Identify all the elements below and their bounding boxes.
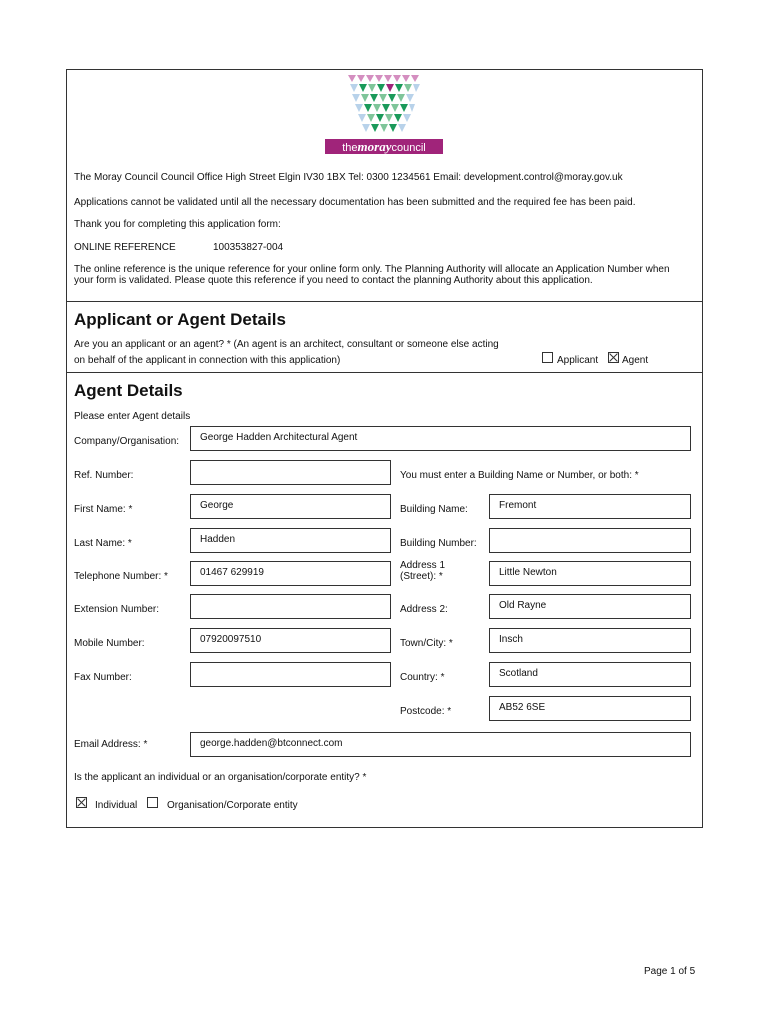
company-field[interactable]	[190, 426, 691, 451]
organisation-option-label: Organisation/Corporate entity	[167, 800, 298, 811]
logo-triangles	[348, 75, 420, 132]
online-reference-value: 100353827-004	[213, 242, 284, 253]
country-label: Country: *	[400, 672, 445, 683]
country-field[interactable]	[489, 662, 691, 687]
agent-option-label: Agent	[622, 355, 649, 366]
fax-label: Fax Number:	[74, 672, 132, 683]
agent-intro: Please enter Agent details	[74, 411, 191, 422]
moray-council-logo	[348, 75, 420, 137]
company-value: George Hadden Architectural Agent	[200, 432, 358, 443]
telephone-label: Telephone Number: *	[74, 571, 168, 582]
entity-question: Is the applicant an individual or an organisation/corporate entity? *	[74, 772, 367, 783]
reference-note-line2: your form is validated. Please quote this reference if you need to contact the planning Authority about this application.	[74, 275, 593, 286]
thanks-text: Thank you for completing this application form:	[74, 219, 281, 230]
last-name-field[interactable]	[190, 528, 391, 553]
individual-option-label: Individual	[95, 800, 138, 811]
address1-label-line1: Address 1	[400, 560, 446, 571]
section-divider	[66, 301, 703, 302]
ref-number-label: Ref. Number:	[74, 470, 134, 481]
building-name-label: Building Name:	[400, 504, 468, 515]
applicant-question-line1: Are you an applicant or an agent? * (An agent is an architect, consultant or someone else acting	[74, 339, 499, 350]
reference-note-line1: The online reference is the unique reference for your online form only. The Planning Authority will allocate an Application Number when	[74, 264, 670, 275]
individual-checkbox[interactable]	[76, 797, 87, 808]
logo-word-moray: moray	[357, 139, 392, 154]
address1-label-line2: (Street): *	[400, 571, 443, 582]
online-reference-label: ONLINE REFERENCE	[74, 242, 176, 253]
town-value: Insch	[499, 634, 523, 645]
first-name-label: First Name: *	[74, 504, 133, 515]
last-name-value: Hadden	[200, 534, 236, 545]
page-number: Page 1 of 5	[644, 966, 696, 977]
email-field[interactable]	[190, 732, 691, 757]
address1-field[interactable]	[489, 561, 691, 586]
company-label: Company/Organisation:	[74, 436, 180, 447]
mobile-label: Mobile Number:	[74, 638, 145, 649]
building-name-value: Fremont	[499, 500, 537, 511]
organisation-checkbox[interactable]	[147, 797, 158, 808]
town-field[interactable]	[489, 628, 691, 653]
town-label: Town/City: *	[400, 638, 453, 649]
applicant-checkbox[interactable]	[542, 352, 553, 363]
address1-value: Little Newton	[499, 567, 557, 578]
address2-label: Address 2:	[400, 604, 448, 615]
logo-word-the: the	[342, 142, 358, 154]
first-name-field[interactable]	[190, 494, 391, 519]
fax-field[interactable]	[190, 662, 391, 687]
telephone-value: 01467 629919	[200, 567, 264, 578]
building-number-field[interactable]	[489, 528, 691, 553]
section-divider	[66, 372, 703, 373]
building-number-label: Building Number:	[400, 538, 477, 549]
applicant-question-line2: on behalf of the applicant in connection with this application)	[74, 355, 341, 366]
address2-value: Old Rayne	[499, 600, 547, 611]
extension-field[interactable]	[190, 594, 391, 619]
mobile-value: 07920097510	[200, 634, 262, 645]
last-name-label: Last Name: *	[74, 538, 132, 549]
first-name-value: George	[200, 500, 234, 511]
applicant-section-heading: Applicant or Agent Details	[74, 310, 286, 329]
extension-label: Extension Number:	[74, 604, 160, 615]
postcode-field[interactable]	[489, 696, 691, 721]
email-label: Email Address: *	[74, 739, 148, 750]
logo-word-council: council	[391, 142, 426, 154]
telephone-field[interactable]	[190, 561, 391, 586]
validation-note: Applications cannot be validated until all the necessary documentation has been submitted and the required fee has been paid.	[74, 197, 636, 208]
postcode-label: Postcode: *	[400, 706, 452, 717]
council-address: The Moray Council Council Office High Street Elgin IV30 1BX Tel: 0300 1234561 Email: development.control@moray.gov.uk	[74, 172, 623, 183]
logo-wordmark	[325, 139, 443, 154]
agent-section-heading: Agent Details	[74, 381, 183, 400]
address2-field[interactable]	[489, 594, 691, 619]
ref-number-field[interactable]	[190, 460, 391, 485]
agent-checkbox[interactable]	[608, 352, 619, 363]
applicant-option-label: Applicant	[557, 355, 599, 366]
country-value: Scotland	[499, 668, 538, 679]
email-value: george.hadden@btconnect.com	[200, 738, 343, 749]
building-note: You must enter a Building Name or Number, or both: *	[400, 470, 639, 481]
mobile-field[interactable]	[190, 628, 391, 653]
building-name-field[interactable]	[489, 494, 691, 519]
postcode-value: AB52 6SE	[499, 702, 546, 713]
